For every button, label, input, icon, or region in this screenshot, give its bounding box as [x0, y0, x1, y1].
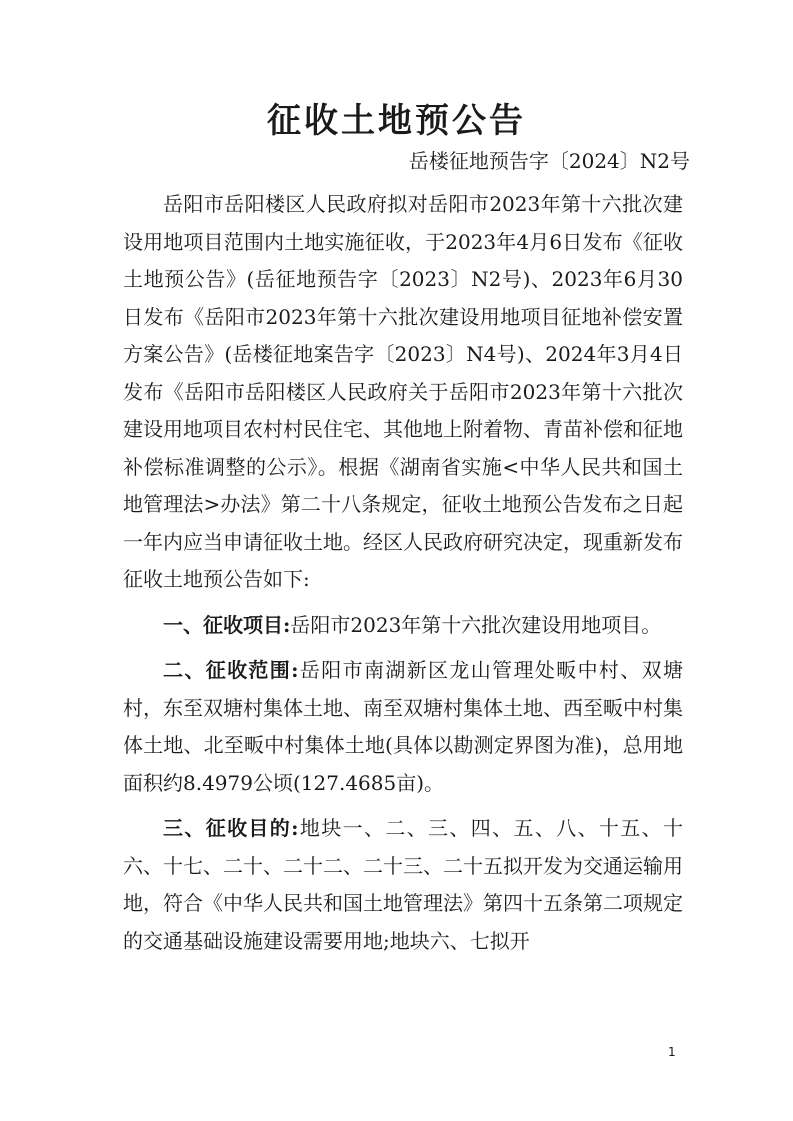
section-project-label: 一、征收项目: — [163, 612, 291, 637]
document-body — [123, 186, 683, 960]
section-scope-text: 岳阳市南湖新区龙山管理处畈中村、双塘村，东至双塘村集体土地、南至双塘村集体土地、西至畈中村集体土地、北至畈中村集体土地(具体以勘测定界图为准)，总用地面积约8.4979公顷(127.4685亩)。 — [123, 658, 684, 795]
page-number: 1 — [668, 1045, 676, 1059]
section-scope — [123, 652, 683, 802]
page-title: 征收土地预公告 — [267, 101, 526, 141]
section-purpose — [123, 810, 683, 960]
section-project — [123, 607, 683, 645]
intro-paragraph: 岳阳市岳阳楼区人民政府拟对岳阳市2023年第十六批次建设用地项目范围内土地实施征收，于2023年4月6日发布《征收土地预公告》(岳征地预告字〔2023〕N2号)、2023年6月30日发布《岳阳市2023年第十六批次建设用地项目征地补偿安置方案公告》(岳楼征地案告字〔2023〕N4号)、2024年3月4日发布《岳阳市岳阳楼区人民政府关于岳阳市2023年第十六批次建设用地项目农村村民住宅、其他地上附着物、青苗补偿和征地补偿标准调整的公示》。根据《湖南省实施<中华人民共和国土地管理法>办法》第二十八条规定，征收土地预公告发布之日起一年内应当申请征收土地。经区人民政府研究决定，现重新发布征收土地预公告如下: — [123, 192, 683, 591]
section-scope-label: 二、征收范围: — [163, 658, 299, 682]
document-number: 岳楼征地预告字〔2024〕N2号 — [408, 149, 690, 173]
section-purpose-text: 地块一、二、三、四、五、八、十五、十六、十七、二十、二十二、二十三、二十五拟开发为交通运输用地，符合《中华人民共和国土地管理法》第四十五条第二项规定的交通基础设施建设需要用地;地块六、七拟开 — [123, 816, 684, 953]
section-purpose-label: 三、征收目的: — [163, 816, 299, 840]
section-project-text: 岳阳市2023年第十六批次建设用地项目。 — [290, 612, 662, 637]
